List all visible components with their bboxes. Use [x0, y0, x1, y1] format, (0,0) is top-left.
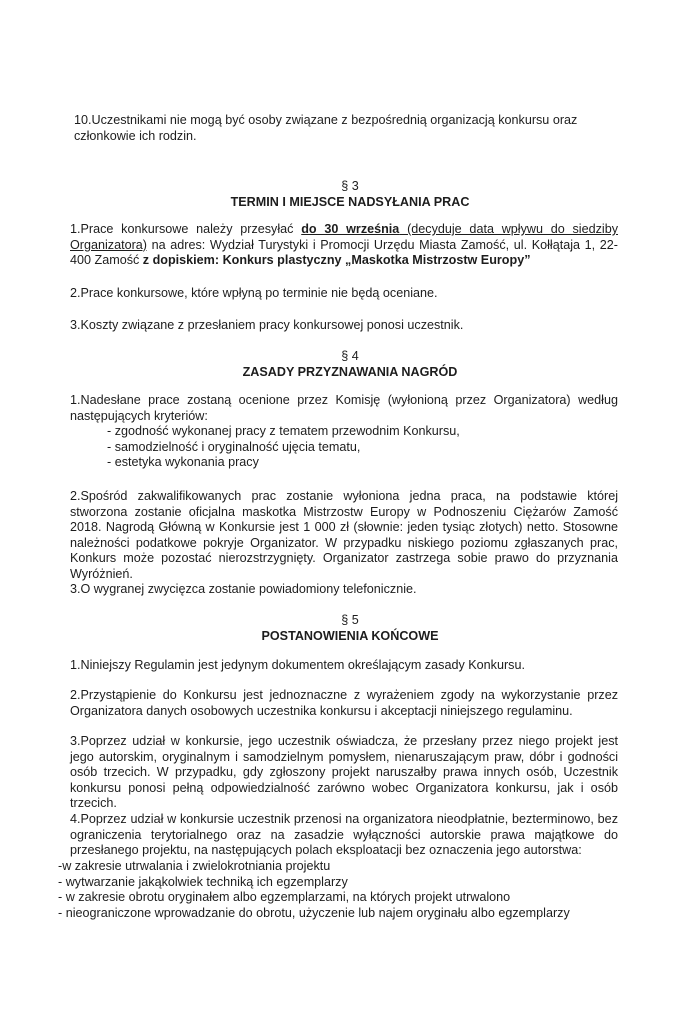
p1-text-a: 1.Prace konkursowe należy przesyłać — [70, 222, 302, 236]
criteria-item: - zgodność wykonanej pracy z tematem przewodnim Konkursu, — [107, 424, 460, 438]
criteria-item: - estetyka wykonania pracy — [107, 455, 259, 470]
deadline-note: (decyduje data wpływu do siedziby Organizatora) — [70, 222, 619, 252]
exploitation-field: - nieograniczone wprowadzanie do obrotu, użyczenie lub najem oryginału albo egzemplarzy — [58, 905, 570, 920]
section-5-number: § 5 — [341, 613, 359, 627]
criteria-list — [107, 424, 527, 471]
section-5-title: POSTANOWIENIA KOŃCOWE — [261, 629, 439, 643]
section-3-paragraph-1 — [70, 222, 618, 269]
paragraph-10: 10.Uczestnikami nie mogą być osoby związane z bezpośrednią organizacją konkursu oraz członkowie ich rodzin. — [74, 113, 578, 143]
section-5-paragraph-1: 1.Niniejszy Regulamin jest jedynym dokumentem określającym zasady Konkursu. — [70, 658, 525, 672]
address-text: na adres: Wydział Turystyki i Promocji Urzędu Miasta Zamość, ul. Kołłątaja 1, 22-400 Zamość — [70, 237, 618, 268]
criteria-item: - samodzielność i oryginalność ujęcia tematu, — [107, 439, 361, 454]
exploitation-fields-list — [58, 859, 618, 921]
exploitation-field: - wytwarzanie jakąkolwiek techniką ich egzemplarzy — [58, 874, 348, 889]
deadline-text: do 30 września — [301, 222, 400, 236]
exploitation-field: - w zakresie obrotu oryginałem albo egzemplarzami, na których projekt utrwalono — [58, 890, 511, 905]
section-3-paragraph-3: 3.Koszty związane z przesłaniem pracy konkursowej ponosi uczestnik. — [70, 318, 464, 332]
envelope-note: z dopiskiem: Konkurs plastyczny „Maskotka Mistrzostw Europy” — [142, 253, 531, 268]
section-5-paragraph-4: 4.Poprzez udział w konkursie uczestnik przenosi na organizatora nieodpłatnie, bezterminowo, bez ograniczenia terytorialnego oraz na zasadzie wyłączności autorskie prawa majątkowe do przesłanego projektu, na następujących polach eksploatacji bez oznaczenia jego autorstwa: — [70, 812, 618, 858]
section-4-title: ZASADY PRZYZNAWANIA NAGRÓD — [242, 365, 458, 379]
section-3-title: TERMIN I MIEJSCE NADSYŁANIA PRAC — [230, 195, 470, 209]
section-5-paragraph-3: 3.Poprzez udział w konkursie, jego uczestnik oświadcza, że przesłany przez niego projekt jest jego autorskim, oryginalnym i samodzielnym pomysłem, nienaruszającym praw, dóbr i godności osób trzecich. W przypadku, gdy zgłoszony projekt naruszałby prawa innych osób, Uczestnik konkursu ponosi pełną odpowiedzialność zarówno wobec Organizatora konkursu, jak i osób trzecich. — [70, 734, 618, 811]
section-4-paragraph-3: 3.O wygranej zwycięzca zostanie powiadomiony telefonicznie. — [70, 582, 417, 596]
section-4-paragraph-1: 1.Nadesłane prace zostaną ocenione przez Komisję (wyłonioną przez Organizatora) według następujących kryteriów: — [70, 393, 618, 423]
section-4-number: § 4 — [341, 349, 359, 363]
section-3-number: § 3 — [341, 179, 359, 193]
section-5-paragraph-2: 2.Przystąpienie do Konkursu jest jednoznaczne z wyrażeniem zgody na wykorzystanie przez Organizatora danych osobowych uczestnika konkursu i akceptacji niniejszego regulaminu. — [70, 688, 618, 718]
section-4-paragraph-2: 2.Spośród zakwalifikowanych prac zostanie wyłoniona jedna praca, na podstawie której stworzona zostanie oficjalna maskotka Mistrzostw Europy w Podnoszeniu Ciężarów Zamość 2018. Nagrodą Główną w Konkursie jest 1 000 zł (słownie: jeden tysiąc złotych) netto. Stosowne należności podatkowe pokryje Organizator. W przypadku niskiego poziomu zgłaszanych prac, Konkurs może pozostać nierozstrzygnięty. Organizator zastrzega sobie prawo do przyznania Wyróżnień. — [70, 489, 618, 581]
exploitation-field: -w zakresie utrwalania i zwielokrotniania projektu — [58, 859, 331, 873]
section-3-paragraph-2: 2.Prace konkursowe, które wpłyną po terminie nie będą oceniane. — [70, 286, 438, 300]
